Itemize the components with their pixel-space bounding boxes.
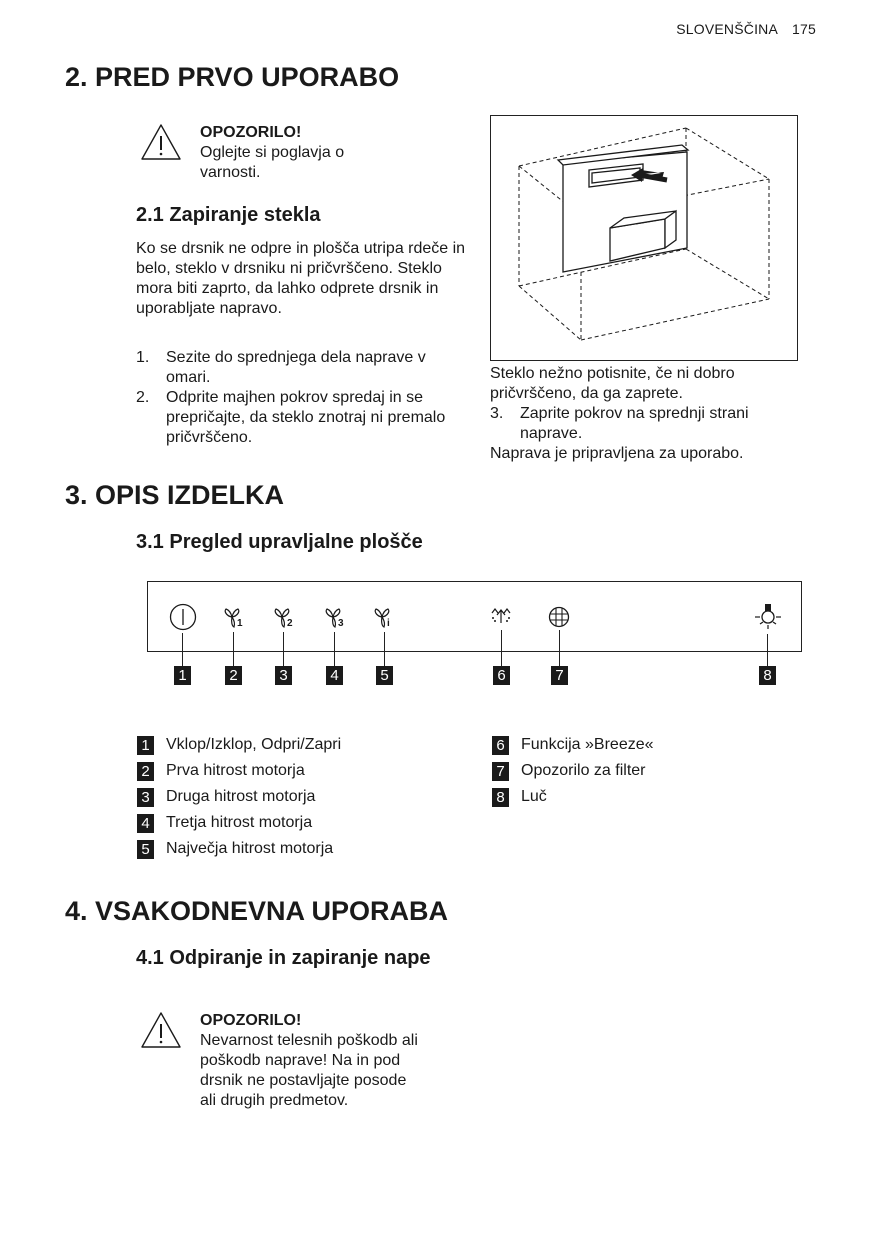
callout-badge: 6 <box>493 666 510 685</box>
leader-line <box>233 632 234 666</box>
legend-item: 2 Prva hitrost motorja <box>137 758 457 784</box>
power-icon[interactable] <box>169 603 197 631</box>
warning-text: Oglejte si poglavja o varnosti. <box>200 144 345 181</box>
fan-boost-icon[interactable] <box>372 607 396 629</box>
callout-badge: 2 <box>225 666 242 685</box>
callout-badge: 4 <box>326 666 343 685</box>
ready-text: Naprava je pripravljena za uporabo. <box>490 445 744 462</box>
legend-item: 7 Opozorilo za filter <box>492 758 792 784</box>
leader-line <box>767 634 768 666</box>
section-2-title: 2. PRED PRVO UPORABO <box>65 62 400 92</box>
callout-badge: 1 <box>174 666 191 685</box>
cabinet-illustration <box>490 115 798 361</box>
callout-badge: 3 <box>275 666 292 685</box>
warning-text: Nevarnost telesnih poškodb ali poškodb naprave! Na in pod drsnik ne postavljajte posode ali drugih predmetov. <box>200 1032 418 1109</box>
legend-item: 1 Vklop/Izklop, Odpri/Zapri <box>137 732 457 758</box>
list-item: 3. Zaprite pokrov na sprednji strani naprave. <box>490 405 749 442</box>
breeze-icon[interactable] <box>489 605 513 627</box>
subsection-4-1-title: 4.1 Odpiranje in zapiranje nape <box>136 947 431 969</box>
callout-badge: 8 <box>759 666 776 685</box>
warning-title: OPOZORILO! <box>200 124 302 141</box>
fan-speed-3-icon[interactable] <box>323 607 347 629</box>
legend-item: 5 Največja hitrost motorja <box>137 836 457 862</box>
light-icon[interactable] <box>753 602 783 632</box>
subsection-2-1-paragraph: Ko se drsnik ne odpre in plošča utripa rdeče in belo, steklo v drsniku ni pričvrščeno. Steklo mora biti zaprto, da lahko odprete drsnik in uporabljate napravo. <box>136 240 466 317</box>
section-4-title: 4. VSAKODNEVNA UPORABA <box>65 896 449 926</box>
illustration-caption: Steklo nežno potisnite, če ni dobro pričvrščeno, da ga zaprete. <box>490 365 735 402</box>
warning-block-1 <box>200 123 400 183</box>
leader-line <box>283 632 284 666</box>
callout-badge: 7 <box>551 666 568 685</box>
steps-list-2 <box>490 404 800 444</box>
leader-line <box>384 632 385 666</box>
filter-icon[interactable] <box>548 606 570 628</box>
steps-list <box>136 348 466 448</box>
fan-speed-1-icon[interactable] <box>222 607 246 629</box>
page-number: 175 <box>792 21 816 37</box>
warning-title: OPOZORILO! <box>200 1012 302 1029</box>
leader-line <box>334 632 335 666</box>
leader-line <box>501 630 502 666</box>
list-item: 1. Sezite do sprednjega dela naprave v omari. <box>136 349 426 386</box>
header-language: SLOVENŠČINA <box>676 21 779 37</box>
svg-text:3: 3 <box>338 618 344 629</box>
legend-item: 4 Tretja hitrost motorja <box>137 810 457 836</box>
warning-triangle-icon <box>139 122 183 162</box>
callout-badge: 5 <box>376 666 393 685</box>
warning-triangle-icon <box>139 1010 183 1050</box>
fan-speed-2-icon[interactable] <box>272 607 296 629</box>
leader-line <box>559 630 560 666</box>
legend-right <box>492 732 792 810</box>
svg-text:i: i <box>387 618 390 629</box>
subsection-3-1-title: 3.1 Pregled upravljalne plošče <box>136 531 423 553</box>
section-3-title: 3. OPIS IZDELKA <box>65 480 285 510</box>
warning-block-2 <box>200 1011 425 1111</box>
legend-item: 6 Funkcija »Breeze« <box>492 732 792 758</box>
legend-item: 8 Luč <box>492 784 792 810</box>
list-item: 2. Odprite majhen pokrov spredaj in se prepričajte, da steklo znotraj ni premalo pričvrščeno. <box>136 389 446 446</box>
legend-left <box>137 732 457 862</box>
running-header <box>676 21 816 37</box>
leader-line <box>182 633 183 666</box>
legend-item: 3 Druga hitrost motorja <box>137 784 457 810</box>
subsection-2-1-title: 2.1 Zapiranje stekla <box>136 204 321 226</box>
svg-text:2: 2 <box>287 618 293 629</box>
svg-text:1: 1 <box>237 618 243 629</box>
